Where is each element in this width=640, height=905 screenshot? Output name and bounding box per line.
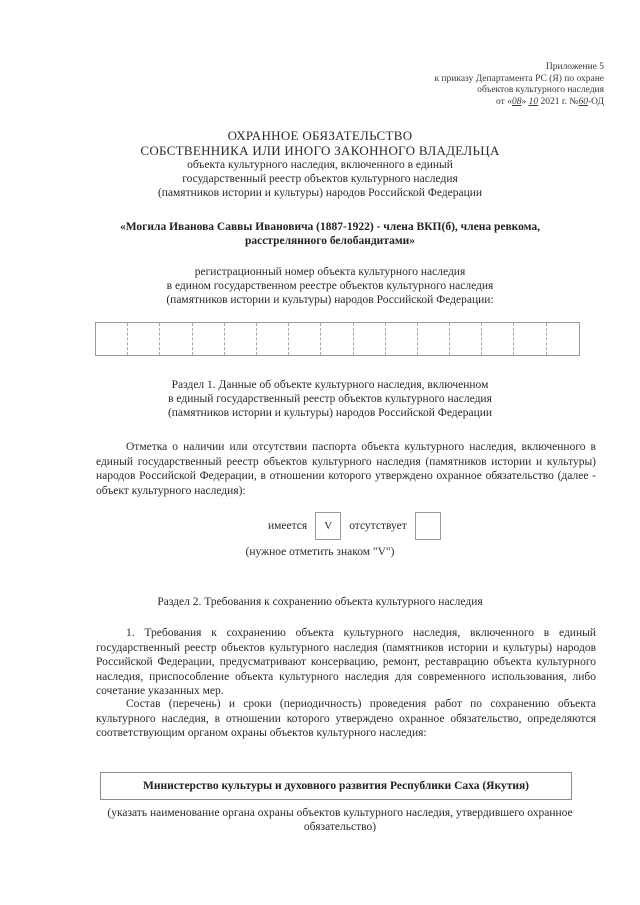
registration-digit-cell — [450, 323, 482, 355]
registration-digit-cell — [289, 323, 321, 355]
order-day: 08 — [511, 96, 522, 107]
section-1-heading: Раздел 1. Данные об объекте культурного наследия, включенном в единый государственный реестр объектов культурного наследия (памятников истории и культуры) народов Российской Федерации — [167, 379, 493, 419]
mark-instruction: (нужное отметить знаком "V") — [245, 546, 395, 558]
protection-authority-caption: (указать наименование органа охраны объектов культурного наследия, утвердившего охранное обязательство) — [107, 807, 573, 833]
exists-checkbox: V — [315, 512, 341, 540]
registration-digit-cell — [193, 323, 225, 355]
works-schedule-paragraph: Состав (перечень) и сроки (периодичность) проведения работ по сохранению объекта культурного наследия, в отношении которого утверждено охранное обязательство, определяются соответствующим органом охраны объектов культурного наследия: — [96, 698, 596, 739]
registration-digit-cell — [321, 323, 353, 355]
appendix-line-1: Приложение 5 — [545, 62, 604, 72]
heritage-object-name: «Могила Иванова Саввы Ивановича (1887-1922) - члена ВКП(б), члена ревкома, расстрелянного белобандитами» — [119, 221, 541, 247]
registration-digit-cell — [482, 323, 514, 355]
registration-digit-cell — [514, 323, 546, 355]
document-title — [60, 128, 580, 200]
title-line-3: объекта культурного наследия, включенного в единый — [187, 159, 453, 171]
appendix-line-2: к приказу Департамента РС (Я) по охране — [434, 73, 604, 84]
appendix-line-3: объектов культурного наследия — [477, 85, 604, 95]
order-number: 60 — [578, 96, 588, 107]
registration-digit-cell — [128, 323, 160, 355]
title-line-1: ОХРАННОЕ ОБЯЗАТЕЛЬСТВО — [227, 128, 413, 143]
exists-label: имеется — [268, 520, 308, 532]
passport-presence-row — [268, 512, 449, 540]
registration-digit-cell — [160, 323, 192, 355]
title-line-5: (памятников истории и культуры) народов Российской Федерации — [157, 187, 483, 199]
registration-digit-cell — [225, 323, 257, 355]
section-2-heading: Раздел 2. Требования к сохранению объекта культурного наследия — [157, 596, 483, 608]
appendix-order-date: от «08» 10 2021 г. №60-ОД — [496, 96, 604, 107]
registration-number-grid — [95, 322, 580, 356]
protection-authority-box: Министерство культуры и духовного развития Республики Саха (Якутия) — [100, 772, 572, 800]
appendix-header — [344, 62, 604, 108]
registration-number-caption: регистрационный номер объекта культурного наследия в едином государственном реестре объектов культурного наследия (памятников истории и культуры) народов Российской Федерации: — [166, 266, 494, 306]
registration-digit-cell — [418, 323, 450, 355]
registration-digit-cell — [96, 323, 128, 355]
passport-paragraph: Отметка о наличии или отсутствии паспорта объекта культурного наследия, включенного в единый государственный реестр объектов культурного наследия (памятников истории и культуры) народов Российской Федерации, в отношении которого утверждено охранное обязательство (далее - объект культурного наследия): — [96, 441, 596, 497]
order-month: 10 — [528, 96, 539, 107]
registration-digit-cell — [547, 323, 579, 355]
absent-checkbox — [415, 512, 441, 540]
title-line-4: государственный реестр объектов культурного наследия — [182, 173, 458, 185]
absent-label: отсутствует — [349, 520, 407, 532]
registration-digit-cell — [386, 323, 418, 355]
requirements-paragraph: 1. Требования к сохранению объекта культурного наследия, включенного в единый государственный реестр объектов культурного наследия (памятников истории и культуры) народов Российской Федерации, предусматривают консервацию, ремонт, реставрацию объекта культурного наследия, приспособление объекта культурного наследия для современного использования, либо сочетание указанных мер. — [96, 627, 596, 697]
registration-digit-cell — [354, 323, 386, 355]
title-line-2: СОБСТВЕННИКА ИЛИ ИНОГО ЗАКОННОГО ВЛАДЕЛЬЦА — [140, 143, 500, 158]
registration-digit-cell — [257, 323, 289, 355]
